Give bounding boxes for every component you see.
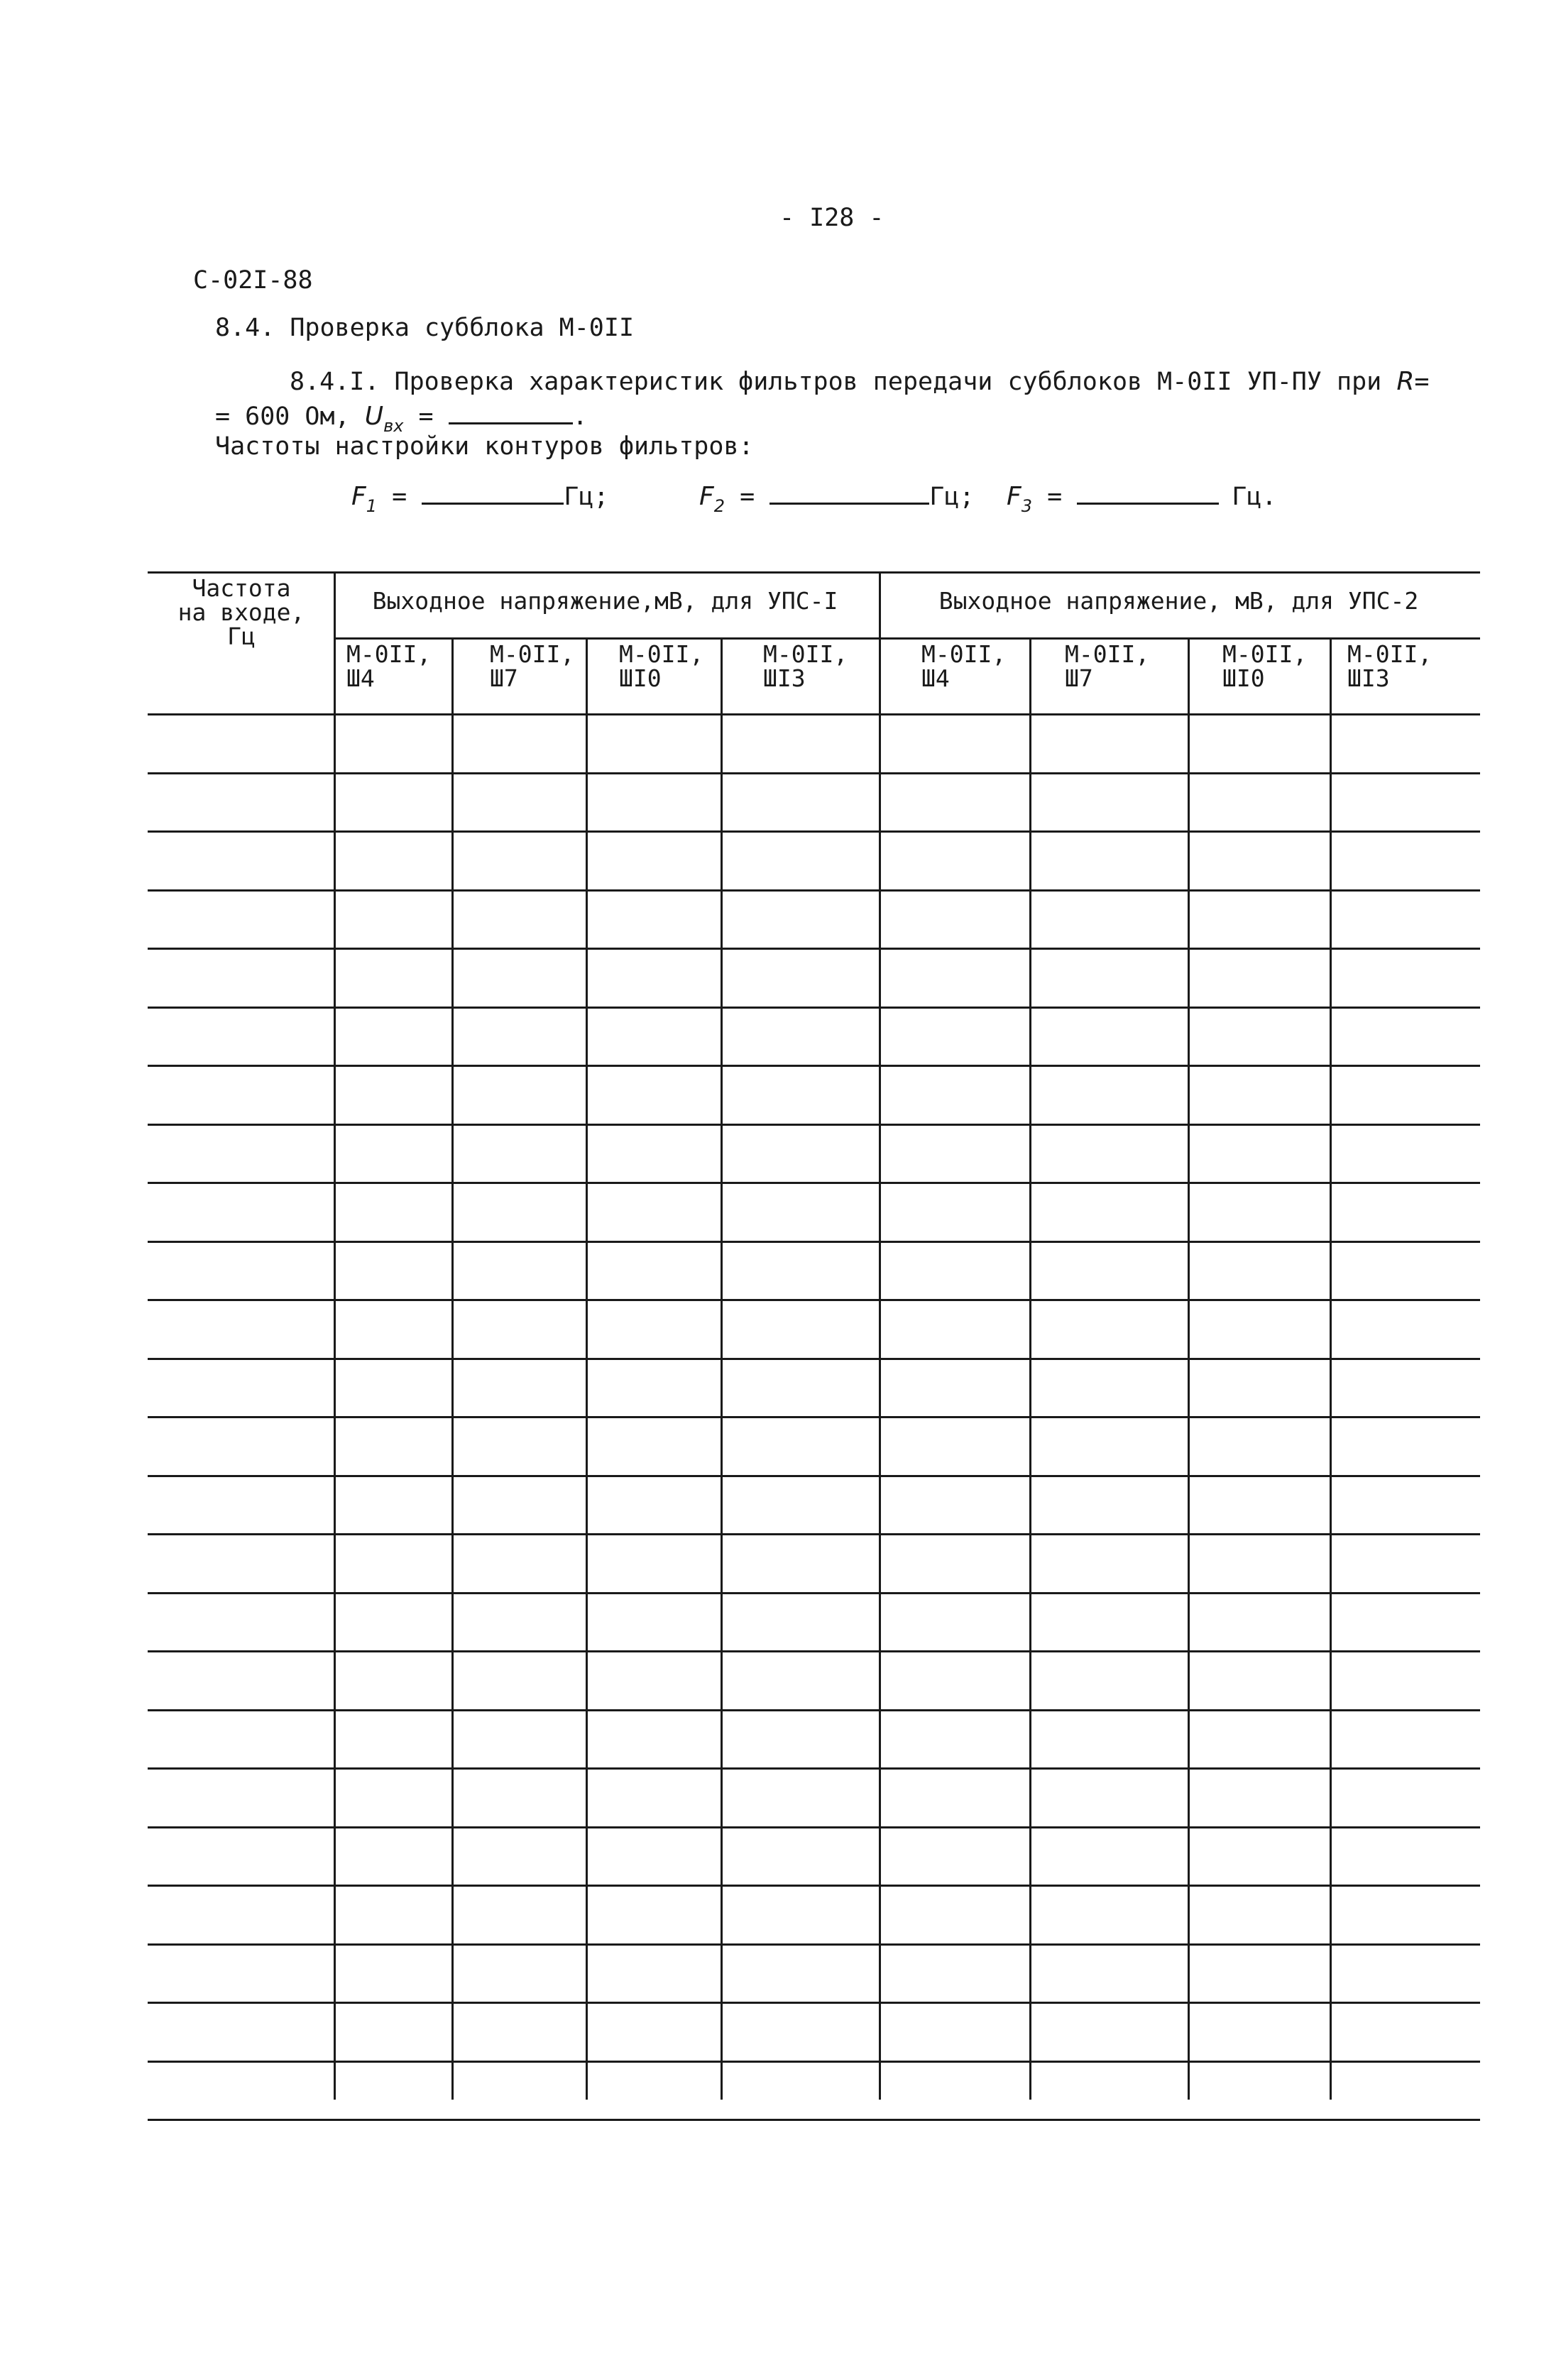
table-column-rule: [879, 571, 881, 2100]
table-row-rule: [148, 889, 1480, 892]
f1-subscript: 1: [366, 496, 377, 516]
subheader-ups1-sh13: М-0II, ШI3: [763, 640, 848, 692]
table-row-rule: [148, 948, 1480, 950]
table-column-rule: [1330, 637, 1332, 2100]
table-row-rule: [148, 1007, 1480, 1009]
table-row-rule: [148, 1182, 1480, 1184]
document-code: С-02I-88: [193, 266, 313, 295]
header-frequency: [149, 576, 334, 649]
table-row-rule: [148, 2002, 1480, 2004]
table-row-rule: [148, 1416, 1480, 1418]
subheader-ups1-sh7: М-0II, Ш7: [490, 640, 575, 692]
subheader-ups2-sh13: М-0II, ШI3: [1347, 640, 1433, 692]
header-frequency-line-2: на входе,: [177, 598, 305, 626]
paragraph-line-1-end: =: [1414, 368, 1430, 396]
f2-unit: Гц;: [929, 483, 975, 511]
table-column-rule: [1188, 637, 1190, 2100]
page-number: - I28 -: [779, 204, 884, 232]
table-row-rule: [148, 1241, 1480, 1243]
table-row-rule: [148, 1533, 1480, 1535]
paragraph-line-2-period: .: [572, 402, 588, 431]
table-column-rule: [1029, 637, 1031, 2100]
table-row-rule: [148, 1358, 1480, 1360]
group-header-divider: [334, 637, 1480, 640]
table-row-rule: [148, 1124, 1480, 1126]
table-row-rule: [148, 1826, 1480, 1828]
table-row-rule: [148, 830, 1480, 833]
header-group-ups1: Выходное напряжение,мВ, для УПС-I: [372, 587, 838, 615]
table-top-rule: [148, 571, 1480, 574]
variable-r: R: [1396, 367, 1415, 396]
table-row-rule: [148, 1299, 1480, 1301]
f1-equals: =: [377, 483, 422, 511]
table-row-rule: [148, 1767, 1480, 1770]
table-row-rule: [148, 772, 1480, 774]
f2-label: F: [699, 482, 714, 511]
subheader-ups1-sh10: М-0II, ШI0: [619, 640, 704, 692]
table-row-rule: [148, 1709, 1480, 1711]
f3-subscript: 3: [1021, 496, 1032, 516]
table-row-rule: [148, 1475, 1480, 1477]
table-row-rule: [148, 1592, 1480, 1594]
table-row-rule: [148, 2061, 1480, 2063]
table-row-rule: [148, 1650, 1480, 1652]
paragraph-line-3: Частоты настройки контуров фильтров:: [215, 432, 754, 461]
table-row-rule: [148, 1065, 1480, 1067]
table-column-rule: [721, 637, 723, 2100]
f1-unit: Гц;: [564, 483, 609, 511]
f2-equals: =: [725, 483, 770, 511]
table-row-rule: [148, 713, 1480, 715]
table-column-rule: [586, 637, 588, 2100]
table-row-rule: [148, 1885, 1480, 1887]
f1-label: F: [351, 482, 366, 511]
f3-equals: =: [1032, 483, 1078, 511]
f2-subscript: 2: [713, 496, 725, 516]
subheader-ups2-sh10: М-0II, ШI0: [1222, 640, 1308, 692]
subheader-ups2-sh7: М-0II, Ш7: [1065, 640, 1150, 692]
header-frequency-line-1: Частота: [192, 574, 291, 602]
paragraph-line-2-eq: =: [403, 402, 449, 431]
f3-label: F: [1007, 482, 1022, 511]
table-row-rule: [148, 1943, 1480, 1946]
subheader-ups1-sh4: М-0II, Ш4: [346, 640, 432, 692]
header-frequency-line-3: Гц: [227, 623, 256, 650]
table-row-rule: [148, 2119, 1480, 2121]
paragraph-line-2-text: = 600 Ом,: [215, 402, 365, 431]
variable-u-subscript: вх: [383, 416, 404, 436]
subheader-ups2-sh4: М-0II, Ш4: [921, 640, 1007, 692]
header-group-ups2: Выходное напряжение, мВ, для УПС-2: [938, 587, 1419, 615]
table-column-rule: [451, 637, 454, 2100]
variable-u: U: [364, 402, 384, 431]
section-heading: 8.4. Проверка субблока М-0II: [215, 314, 635, 342]
table-column-rule: [334, 571, 336, 2100]
paragraph-line-1-text: 8.4.I. Проверка характеристик фильтров передачи субблоков М-0II УП-ПУ при: [290, 368, 1397, 396]
f3-unit: Гц.: [1232, 483, 1277, 511]
